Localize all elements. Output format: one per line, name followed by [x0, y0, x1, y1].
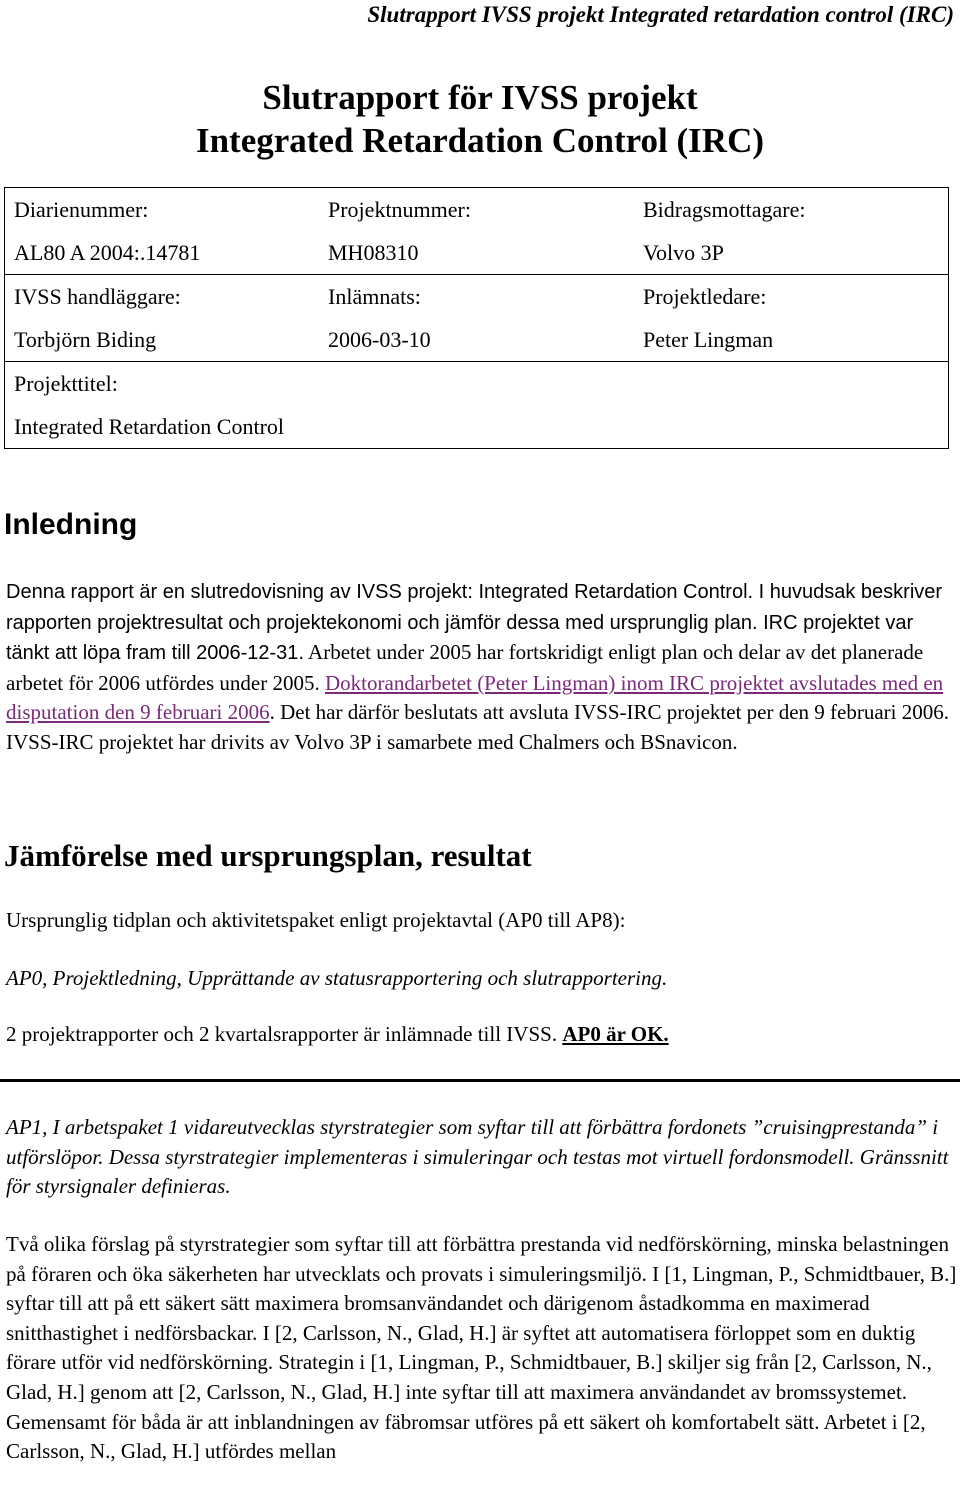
project-title-value: Integrated Retardation Control: [5, 405, 949, 449]
horizontal-divider: [0, 1079, 960, 1082]
ap0-status: AP0 är OK.: [562, 1022, 669, 1046]
table-row: [5, 188, 949, 232]
running-header: Slutrapport IVSS projekt Integrated retardation control (IRC): [367, 2, 954, 27]
ap1-title: AP1, I arbetspaket 1 vidareutvecklas styrstrategier som syftar till att förbättra fordonets ”cruisingprestanda” i utförslöpor. Dessa styrstrategier implementeras i simuleringar och testas mot virtuell fordonsmodell. Gränssnitt för styrsignaler definieras.: [6, 1115, 949, 1199]
table-cell: Volvo 3P: [634, 231, 949, 275]
table-cell: Projektledare:: [634, 275, 949, 319]
table-cell: Peter Lingman: [634, 318, 949, 362]
inledning-paragraph: [6, 577, 958, 758]
table-row: [5, 231, 949, 275]
inledning-intro-text: Denna rapport är en slutredovisning av IVSS projekt: Integrated Retardation Control. I huvudsak beskriver rapporten projektresultat och projektekonomi och jämför dessa med ursprunglig plan. IRC projektet var tänkt att löpa fram till 2006-12-31.: [6, 581, 943, 665]
table-cell: Torbjörn Biding: [5, 318, 320, 362]
ap0-title: AP0, Projektledning, Upprättande av statusrapportering och slutrapportering.: [6, 966, 668, 990]
table-cell: IVSS handläggare:: [5, 275, 320, 319]
table-cell: Inlämnats:: [319, 275, 634, 319]
section-heading-comparison: Jämförelse med ursprungsplan, resultat: [4, 838, 532, 873]
table-row: [5, 318, 949, 362]
table-cell: 2006-03-10: [319, 318, 634, 362]
inledning-progress-text: Arbetet under 2005 har fortskridigt enligt plan och delar av det planerade arbetet för 2006 utfördes under 2005.: [6, 640, 924, 695]
table-cell: Projektnummer:: [319, 188, 634, 232]
ap1-paragraph: Två olika förslag på styrstrategier som syftar till att förbättra prestanda vid nedförskörning, minska belastningen på föraren och öka säkerheten har utvecklats och provats i simuleringsmiljö. I [1, Lingman, P., Schmidtbauer, B.] syftar till att på ett säkert sätt maximera bromsanvändandet och därigenom åstadkomma en maximerad snitthastighet i nedförsbackar. I [2, Carlsson, N., Glad, H.] är syftet att automatisera förloppet som en duktig förare utför vid nedförskörning. Strategin i [1, Lingman, P., Schmidtbauer, B.] skiljer sig från [2, Carlsson, N., Glad, H.] genom att [2, Carlsson, N., Glad, H.] inte syftar till att maximera användandet av bromssystemet. Gemensamt för båda är att inblandningen av fäbromsar utföres på ett säkert oh komfortabelt sätt. Arbetet i [2, Carlsson, N., Glad, H.] utfördes mellan: [6, 1232, 957, 1464]
table-row: [5, 275, 949, 319]
project-title-label: Projekttitel:: [5, 362, 949, 406]
comparison-intro: Ursprunglig tidplan och aktivitetspaket enligt projektavtal (AP0 till AP8):: [6, 908, 626, 932]
document-title: [0, 76, 960, 162]
ap0-text: 2 projektrapporter och 2 kvartalsrapporter är inlämnade till IVSS.: [6, 1022, 563, 1046]
inledning-closing-text: . Det har därför beslutats att avsluta IVSS-IRC projektet per den 9 februari 2006. IVSS-IRC projektet har drivits av Volvo 3P i samarbete med Chalmers och BSnavicon.: [6, 700, 950, 754]
table-cell: MH08310: [319, 231, 634, 275]
table-row: [5, 362, 949, 406]
table-row: [5, 405, 949, 449]
title-line-2: Integrated Retardation Control (IRC): [195, 121, 765, 160]
table-cell: Diarienummer:: [5, 188, 320, 232]
ap0-paragraph: [6, 1020, 958, 1050]
table-cell: AL80 A 2004:.14781: [5, 231, 320, 275]
table-cell: Bidragsmottagare:: [634, 188, 949, 232]
disputation-link[interactable]: Doktorandarbetet (Peter Lingman) inom IRC projektet avslutades med en disputation den 9 februari 2006: [6, 670, 944, 725]
title-line-1: Slutrapport för IVSS projekt: [262, 78, 698, 117]
project-info-table: [4, 187, 949, 449]
section-heading-inledning: Inledning: [4, 508, 138, 541]
